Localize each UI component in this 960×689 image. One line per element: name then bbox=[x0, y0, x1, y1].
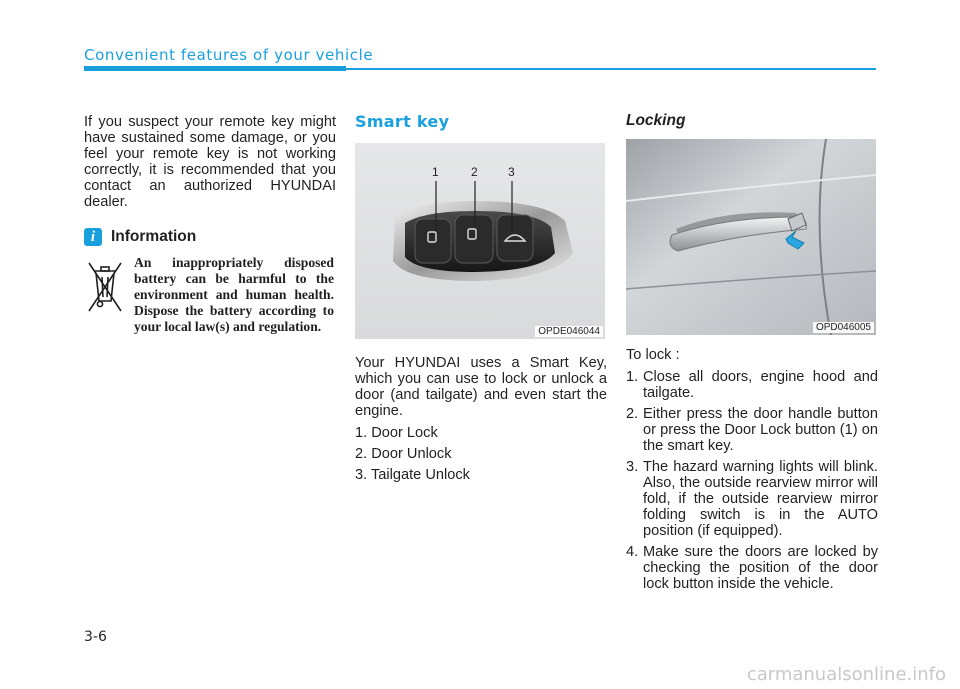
step-text: Either press the door handle button or press the Door Lock button (1) on the smart key. bbox=[643, 406, 878, 454]
list-item: 2. Door Unlock bbox=[355, 446, 452, 462]
list-item bbox=[626, 459, 878, 539]
list-item: 3. Tailgate Unlock bbox=[355, 467, 470, 483]
to-lock-label: To lock : bbox=[626, 347, 680, 363]
step-text: Make sure the doors are locked by checking the position of the door lock button inside the vehicle. bbox=[643, 544, 878, 592]
battery-disposal-text: An inappropriately disposed battery can be harmful to the environment and human health. Dispose the battery according to your local law(s) and regulation. bbox=[134, 255, 334, 334]
header-title: Convenient features of your vehicle bbox=[84, 46, 374, 64]
step-text: The hazard warning lights will blink. Also, the outside rearview mirror will fold, if the outside rearview mirror folding switch is in the AUTO position (if equipped). bbox=[643, 459, 878, 539]
figure-code: OPDE046044 bbox=[535, 326, 603, 337]
info-icon: i bbox=[84, 228, 102, 246]
crossed-bin-icon bbox=[84, 257, 126, 317]
list-item: 1. Door Lock bbox=[355, 425, 438, 441]
watermark: carmanualsonline.info bbox=[746, 664, 946, 685]
remote-key-damage-paragraph: If you suspect your remote key might have sustained some damage, or you feel your remote key is not working correctly, it is recommended that you contact an authorized HYUNDAI dealer. bbox=[84, 114, 336, 210]
locking-heading: Locking bbox=[626, 112, 686, 129]
smart-key-figure bbox=[355, 143, 605, 339]
step-number: 2. bbox=[626, 406, 639, 422]
smart-key-illustration bbox=[355, 143, 605, 339]
step-number: 1. bbox=[626, 369, 639, 385]
callout-3: 3 bbox=[508, 165, 515, 179]
step-number: 3. bbox=[626, 459, 639, 475]
page-number: 3-6 bbox=[84, 629, 107, 645]
column-middle bbox=[355, 110, 607, 488]
list-item bbox=[626, 406, 878, 454]
information-title: Information bbox=[111, 228, 197, 245]
smart-key-description: Your HYUNDAI uses a Smart Key, which you can use to lock or unlock a door (and tailgate) and even start the engine. bbox=[355, 355, 607, 419]
list-item bbox=[626, 544, 878, 592]
column-left bbox=[84, 110, 336, 335]
door-handle-illustration bbox=[626, 139, 876, 335]
step-number: 4. bbox=[626, 544, 639, 560]
information-box bbox=[84, 255, 336, 335]
header-rule-thin bbox=[346, 68, 876, 70]
step-text: Close all doors, engine hood and tailgate. bbox=[643, 369, 878, 401]
door-handle-figure bbox=[626, 139, 876, 335]
column-right bbox=[626, 110, 878, 597]
smart-key-heading: Smart key bbox=[355, 112, 450, 131]
header-rule-thick bbox=[84, 66, 346, 71]
callout-1: 1 bbox=[432, 165, 439, 179]
information-heading bbox=[84, 228, 336, 246]
figure-code: OPD046005 bbox=[813, 322, 874, 333]
list-item bbox=[626, 369, 878, 401]
callout-2: 2 bbox=[471, 165, 478, 179]
